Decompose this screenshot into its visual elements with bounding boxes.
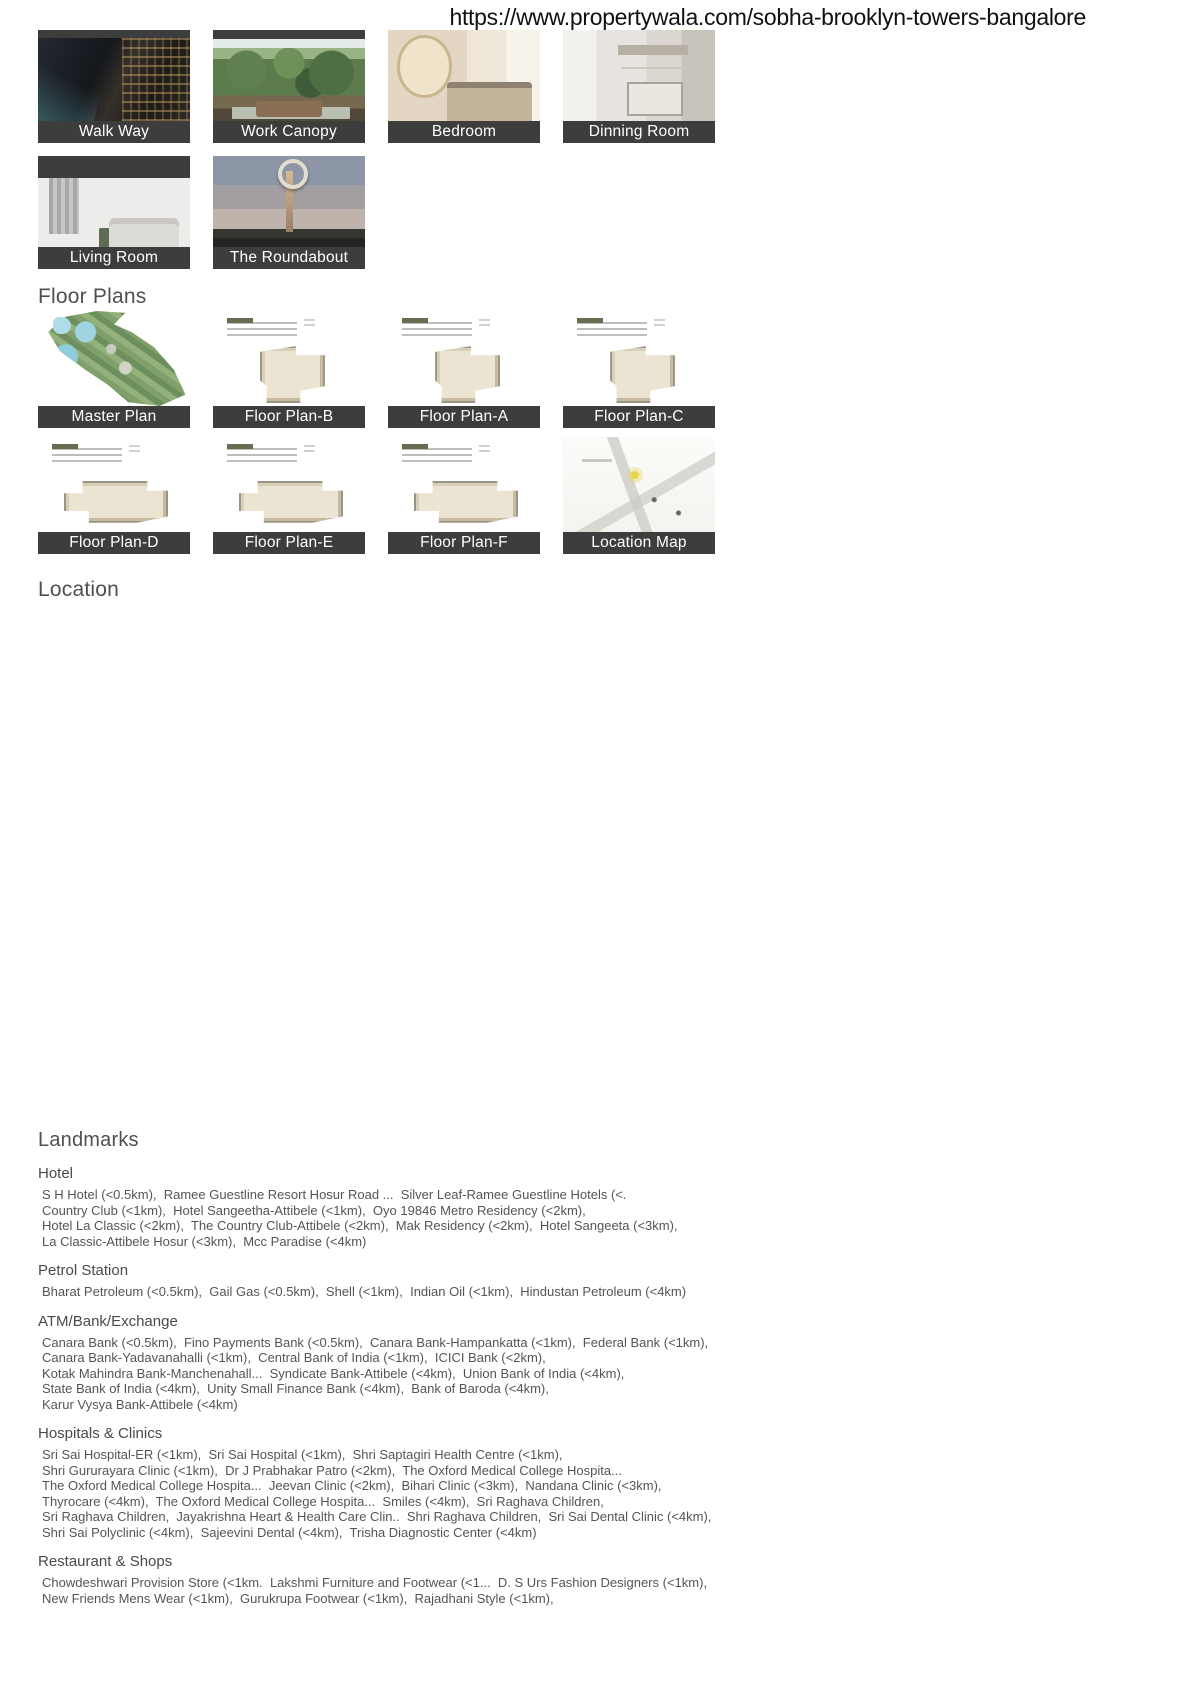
floor-plan-d-image xyxy=(38,437,190,532)
gallery-tile-dinning-room[interactable] xyxy=(563,30,715,143)
thumbnail-caption: Floor Plan-C xyxy=(563,406,715,428)
floor-plans-heading: Floor Plans xyxy=(38,285,147,308)
floor-plan-tile-floor-plan-c[interactable] xyxy=(563,311,715,428)
floor-plan-c-image xyxy=(563,311,715,406)
landmark-category-text: Bharat Petroleum (<0.5km), Gail Gas (<0.5km), Shell (<1km), Indian Oil (<1km), Hindustan Petroleum (<4km) xyxy=(42,1284,687,1299)
floor-plan-tile-floor-plan-d[interactable] xyxy=(38,437,190,554)
location-heading: Location xyxy=(38,578,119,601)
floor-plan-tile-floor-plan-b[interactable] xyxy=(213,311,365,428)
landmark-category-title: Petrol Station xyxy=(38,1262,129,1279)
thumbnail-caption: Floor Plan-D xyxy=(38,532,190,554)
thumbnail-caption: Floor Plan-B xyxy=(213,406,365,428)
thumbnail-caption: Master Plan xyxy=(38,406,190,428)
landmark-category-title: Restaurant & Shops xyxy=(38,1553,173,1570)
landmark-category-text: Canara Bank (<0.5km), Fino Payments Bank (<0.5km), Canara Bank-Hampankatta (<1km), Federal Bank (<1km), Canara Bank-Yadavanahalli (<1km), Central Bank of India (<1km), ICICI Bank (<2km), Kotak Mahindra Bank-Manchenahall... Syndicate Bank-Attibele (<4km), Union Bank of India (<4km), State Bank of India (<4km), Unity Small Finance Bank (<4km), Bank of Baroda (<4km), Karur Vysya Bank-Attibele (<4km) xyxy=(42,1334,709,1412)
gallery-tile-work-canopy[interactable] xyxy=(213,30,365,143)
thumbnail-caption: Dinning Room xyxy=(563,121,715,143)
landmark-category-restaurant-shops xyxy=(0,1553,1190,1606)
landmarks-list xyxy=(0,1165,1190,1606)
landmark-category-title: ATM/Bank/Exchange xyxy=(38,1312,178,1330)
floor-plan-tile-location-map[interactable] xyxy=(563,437,715,554)
landmark-category-atm-bank-exchange xyxy=(0,1313,1190,1413)
landmark-category-hospitals-clinics xyxy=(0,1425,1190,1540)
thumbnail-caption: Floor Plan-A xyxy=(388,406,540,428)
location-map-area xyxy=(0,604,1190,1109)
landmark-category-text: S H Hotel (<0.5km), Ramee Guestline Resort Hosur Road ... Silver Leaf-Ramee Guestline Hotels (<. Country Club (<1km), Hotel Sangeetha-Attibele (<1km), Oyo 19846 Metro Residency (<2km), Hotel La Classic (<2km), The Country Club-Attibele (<2km), Mak Residency (<2km), Hotel Sangeeta (<3km), La Classic-Attibele Hosur (<3km), Mcc Paradise (<4km) xyxy=(42,1187,678,1249)
landmark-category-title: Hotel xyxy=(38,1165,74,1182)
walk-way-image xyxy=(38,30,190,121)
gallery-tile-bedroom[interactable] xyxy=(388,30,540,143)
floor-plan-b-image xyxy=(213,311,365,406)
thumbnail-caption: Work Canopy xyxy=(213,121,365,143)
floor-plan-tile-master-plan[interactable] xyxy=(38,311,190,428)
landmark-category-text: Chowdeshwari Provision Store (<1km. Lakshmi Furniture and Footwear (<1... D. S Urs Fashion Designers (<1km), New Friends Mens Wear (<1km), Gurukrupa Footwear (<1km), Rajadhani Style (<1km), xyxy=(42,1575,708,1606)
gallery-tile-living-room[interactable] xyxy=(38,156,190,269)
floor-plan-tile-floor-plan-e[interactable] xyxy=(213,437,365,554)
landmark-category-hotel xyxy=(0,1165,1190,1249)
floor-plan-tile-floor-plan-f[interactable] xyxy=(388,437,540,554)
thumbnail-caption: Living Room xyxy=(38,247,190,269)
gallery-grid xyxy=(38,30,718,269)
location-map-image xyxy=(563,437,715,532)
page-url-text: https://www.propertywala.com/sobha-brooklyn-towers-bangalore xyxy=(449,4,1086,30)
thumbnail-caption: Walk Way xyxy=(38,121,190,143)
master-plan-image xyxy=(38,311,190,406)
thumbnail-caption: Floor Plan-E xyxy=(213,532,365,554)
thumbnail-caption: Floor Plan-F xyxy=(388,532,540,554)
floor-plan-tile-floor-plan-a[interactable] xyxy=(388,311,540,428)
floor-plans-grid xyxy=(38,311,718,554)
bedroom-image xyxy=(388,30,540,121)
work-canopy-image xyxy=(213,30,365,121)
thumbnail-caption: The Roundabout xyxy=(213,247,365,269)
gallery-tile-walk-way[interactable] xyxy=(38,30,190,143)
landmarks-heading: Landmarks xyxy=(38,1129,139,1151)
the-roundabout-image xyxy=(213,156,365,247)
thumbnail-caption: Bedroom xyxy=(388,121,540,143)
floor-plan-e-image xyxy=(213,437,365,532)
floor-plan-f-image xyxy=(388,437,540,532)
dinning-room-image xyxy=(563,30,715,121)
landmark-category-title: Hospitals & Clinics xyxy=(38,1425,163,1442)
landmark-category-petrol-station xyxy=(0,1262,1190,1300)
thumbnail-caption: Location Map xyxy=(563,532,715,554)
gallery-tile-the-roundabout[interactable] xyxy=(213,156,365,269)
living-room-image xyxy=(38,156,190,247)
floor-plan-a-image xyxy=(388,311,540,406)
landmark-category-text: Sri Sai Hospital-ER (<1km), Sri Sai Hospital (<1km), Shri Saptagiri Health Centre (<1km), Shri Gururayara Clinic (<1km), Dr J Prabhakar Patro (<2km), The Oxford Medical College Hospita... The Oxford Medical College Hospita... Jeevan Clinic (<2km), Bihari Clinic (<3km), Nandana Clinic (<3km), Thyrocare (<4km), The Oxford Medical College Hospita... Smiles (<4km), Sri Raghava Children, Sri Raghava Children, Jayakrishna Heart & Health Care Clin.. Shri Raghava Children, Sri Sai Dental Clinic (<4km), Shri Sai Polyclinic (<4km), Sajeevini Dental (<4km), Trisha Diagnostic Center (<4km) xyxy=(42,1447,712,1540)
